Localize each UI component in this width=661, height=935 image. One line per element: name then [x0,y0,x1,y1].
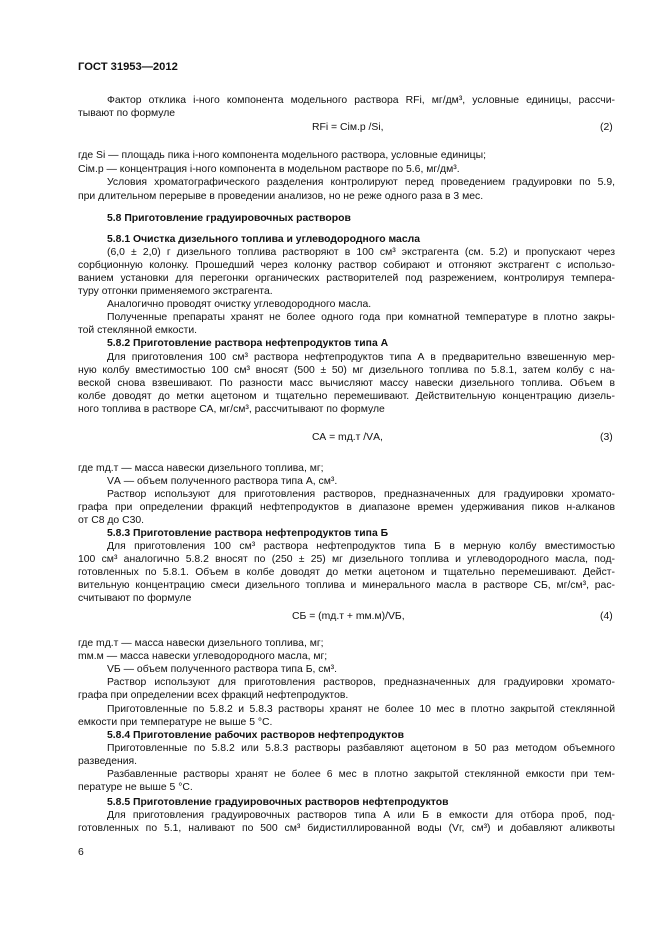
text-line: Раствор используют для приготовления растворов, предназначенных для градуировки хромато- [107,489,615,500]
text-line: от С8 до С30. [78,515,145,526]
section-heading: 5.8.1 Очистка дизельного топлива и углеводородного масла [107,234,420,245]
text-line: готовленных по 5.8.1. Объем в колбе доводят до метки ацетоном и тщательно перемешивают. Дейст- [78,567,615,578]
text-line: Для приготовления 100 см³ раствора нефтепродуктов типа А в предварительно взвешенную мер- [107,352,615,363]
text-line: VБ — объем полученного раствора типа Б, см³. [107,664,337,675]
text-line: где mд.т — масса навески дизельного топлива, мг; [78,463,324,474]
text-line: тывают по формуле [78,108,176,119]
text-line: (6,0 ± 2,0) г дизельного топлива растворяют в 100 см³ экстрагента (см. 5.2) и пропускают через [107,247,615,258]
formula: RFi = Сiм.р /Si, [312,122,384,133]
text-line: вительную концентрацию смеси дизельного топлива и минерального масла в растворе СБ, мг/см³, рас- [78,580,615,591]
text-line: Приготовленные по 5.8.2 или 5.8.3 растворы разбавляют ацетоном в 50 раз методом объемного [107,743,615,754]
text-line: ную колбу вместимостью 100 см³ вносят (500 ± 50) мг дизельного топлива по 5.8.1, затем колбу с на- [78,365,615,376]
text-line: графа при определении всех фракций нефтепродуктов. [78,690,349,701]
text-line: Раствор используют для приготовления растворов, предназначенных для градуировки хромато- [107,677,615,688]
section-heading: 5.8 Приготовление градуировочных растворов [107,213,351,224]
text-line: Фактор отклика i-ного компонента модельного раствора RFi, мг/дм³, условные единицы, рассчи- [107,95,615,106]
text-line: емкости при температуре не выше 5 °С. [78,717,273,728]
text-line: Условия хроматографического разделения контролируют перед проведением градуировки по 5.9, [107,177,615,188]
section-heading: 5.8.3 Приготовление раствора нефтепродуктов типа Б [107,528,389,539]
text-line: Аналогично проводят очистку углеводородного масла. [107,299,372,310]
formula: СА = mд.т /VА, [312,432,383,443]
text-line: пературе не выше 5 °С. [78,782,193,793]
text-line: 100 см³ аналогично 5.8.2 вносят по (250 ± 25) мг дизельного топлива и углеводородного масла, под- [78,554,615,565]
text-line: готовленных по 5.1, наливают по 500 см³ бидистиллированной воды (Vг, см³) и добавляют аликвоты [78,823,615,834]
text-line: разведения. [78,756,138,767]
text-line: Полученные препараты хранят не более одного года при комнатной температуре в плотно закры- [107,312,615,323]
text-line: где mд.т — масса навески дизельного топлива, мг; [78,638,324,649]
text-line: считывают по формуле [78,593,192,604]
text-line: Приготовленные по 5.8.2 и 5.8.3 растворы хранят не более 10 мес в плотно закрытой стеклянной [107,704,615,715]
text-line: графа при определении фракций нефтепродуктов в диапазоне времен удерживания пиков н-алканов [78,502,615,513]
document-header: ГОСТ 31953—2012 [78,61,178,73]
text-line: где Si — площадь пика i-ного компонента модельного раствора, условные единицы; [78,150,486,161]
section-heading: 5.8.2 Приготовление раствора нефтепродуктов типа А [107,338,389,349]
section-heading: 5.8.4 Приготовление рабочих растворов нефтепродуктов [107,730,404,741]
formula-number: (3) [600,432,613,443]
text-line: колбе доводят до метки ацетоном и тщательно перемешивают. Действительную концентрацию дизель- [78,391,615,402]
text-line: Для приготовления 100 см³ раствора нефтепродуктов типа Б в мерную колбу вместимостью [107,541,615,552]
text-line: веской снова взвешивают. По разности масс вычисляют массу навески дизельного топлива. Объем в [78,378,615,389]
text-line: Разбавленные растворы хранят не более 6 мес в плотно закрытой стеклянной емкости при тем- [107,769,615,780]
section-heading: 5.8.5 Приготовление градуировочных растворов нефтепродуктов [107,797,449,808]
formula-number: (2) [600,122,613,133]
formula: СБ = (mд.т + mм.м)/VБ, [292,611,405,622]
page-number: 6 [78,847,84,858]
text-line: при длительном перерыве в проведении анализов, но не реже одного раза в 3 мес. [78,191,484,202]
text-line: VА — объем полученного раствора типа А, см³. [107,476,338,487]
text-line: туру отгонки применяемого экстрагента. [78,286,273,297]
text-line: той стеклянной емкости. [78,325,198,336]
text-line: Для приготовления градуировочных растворов типа А или Б в емкости для отбора проб, под- [107,810,615,821]
text-line: mм.м — масса навески углеводородного масла, мг; [78,651,328,662]
text-line: Сiм.р — концентрация i-ного компонента в модельном растворе по 5.6, мг/дм³. [78,164,460,175]
text-line: сорбционную колонку. Прошедший через колонку раствор собирают и отгоняют экстрагент с использо- [78,260,615,271]
text-line: ванием установки для перегонки органических растворителей под разрежением, контролируя темпера- [78,273,615,284]
text-line: ного топлива в растворе СА, мг/см³, рассчитывают по формуле [78,404,385,415]
formula-number: (4) [600,611,613,622]
